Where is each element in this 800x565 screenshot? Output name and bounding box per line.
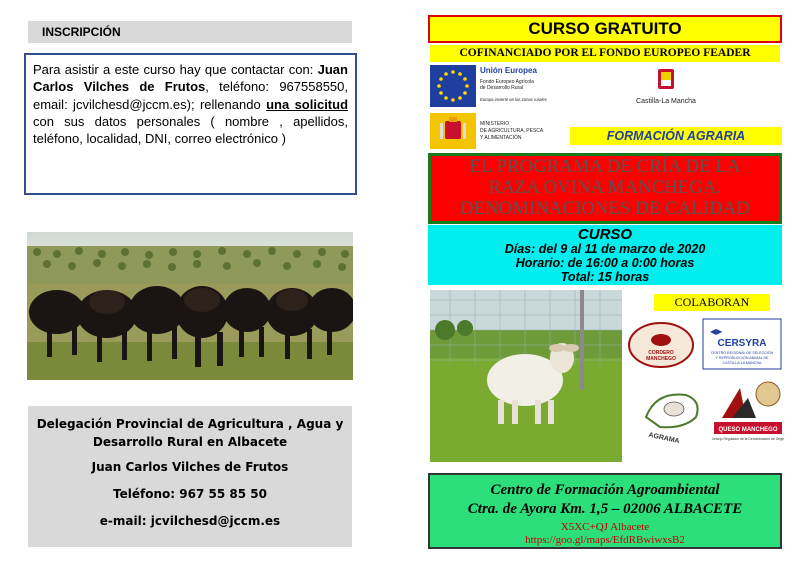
agrama-logo [636,383,708,445]
cersyra-mark-icon: ◀▶ [710,327,723,336]
programa-line3: DENOMINACIONES DE CALIDAD [460,199,750,219]
cersyra-sub3: CASTILLA-LA MANCHA [722,361,762,365]
inscripcion-contact-name: Juan Carlos Vilches de Frutos [33,62,348,95]
eu-sub2: de Desarrollo Rural [480,85,524,91]
contact-name: Juan Carlos Vilches de Frutos [91,460,289,474]
contact-info-box [28,406,352,547]
eu-feader-logo [428,63,556,109]
castilla-la-mancha-logo [620,65,720,115]
cersyra-logo [702,318,782,370]
curso-gratuito-banner: CURSO GRATUITO [428,15,782,43]
cersyra-label: CERSYRA [717,338,767,349]
cofinanciado-banner: COFINANCIADO POR EL FONDO EUROPEO FEADER [430,45,780,62]
programa-title-box [428,153,782,224]
colaboran-banner: COLABORAN [654,294,770,311]
curso-title: CURSO [577,226,633,243]
ministerio-line2: DE AGRICULTURA, PESCA [480,128,544,134]
cordero-manchego-logo [626,320,696,370]
queso-sub: Consejo Regulador de la Denominación de Origen [712,437,784,441]
contact-phone: Teléfono: 967 55 85 50 [113,487,267,501]
contact-email: e-mail: jcvilchesd@jccm.es [99,514,281,528]
contact-org-line1: Delegación Provincial de Agricultura , Agua y [36,417,344,431]
programa-line2: RAZA OVINA MANCHEGA. [488,178,722,198]
curso-total: Total: 15 horas [560,270,650,284]
eu-motto: Europa invierte en las zonas rurales [480,97,547,102]
inscripcion-rest: con sus datos personales ( nombre , apellidos, teléfono, localidad, DNI, correo electrónico ) [33,113,348,147]
curso-details-box [428,225,782,285]
clm-label: Castilla-La Mancha [636,98,696,105]
centro-pluscode: X5XC+QJ Albacete [560,521,650,533]
lamb-photo [430,290,622,462]
formacion-agraria-banner: FORMACIÓN AGRARIA [570,127,782,145]
contact-org-line2: Desarrollo Rural en Albacete [92,435,288,449]
programa-line1: EL PROGRAMA DE CRÍA DE LA [469,157,741,177]
inscripcion-intro: Para asistir a este curso hay que contactar con: [33,62,314,77]
centro-address: Ctra. de Ayora Km. 1,5 – 02006 ALBACETE [467,501,743,517]
eu-title: Unión Europea [480,66,537,75]
eu-sub1: Fondo Europeo Agrícola [480,79,534,85]
centro-maps-link[interactable]: https://goo.gl/maps/EfdRBwiwxsB2 [525,534,685,546]
clm-shield-icon [658,69,674,89]
inscripcion-header: INSCRIPCIÓN [28,21,352,43]
ministerio-logo [428,111,556,151]
centro-formacion-box [428,473,782,549]
inscripcion-solicitud: una solicitud [266,96,349,112]
agrama-label: AGRAMA [647,431,681,445]
curso-horario: Horario: de 16:00 a 0:00 horas [515,256,695,270]
cersyra-sub1: CENTRO REGIONAL DE SELECCIÓN [710,351,774,355]
cordero-label2: MANCHEGO [646,356,676,362]
queso-manchego-logo [712,378,784,444]
inscripcion-text-box [24,53,357,195]
centro-title: Centro de Formación Agroambiental [490,482,720,498]
ministerio-line3: Y ALIMENTACIÓN [480,135,522,141]
sheep-flock-photo [27,232,353,380]
cordero-label1: CORDERO [648,350,674,356]
inscripcion-phone-email: , teléfono: 967558550, email: jcvilchesd@jccm.es); rellenando [33,79,349,112]
ministerio-line1: MINISTERIO [480,121,510,127]
curso-dias: Días: del 9 al 11 de marzo de 2020 [504,242,706,256]
cersyra-sub2: Y REPRODUCCIÓN ANIMAL DE [715,356,769,360]
queso-label: QUESO MANCHEGO [718,427,778,433]
